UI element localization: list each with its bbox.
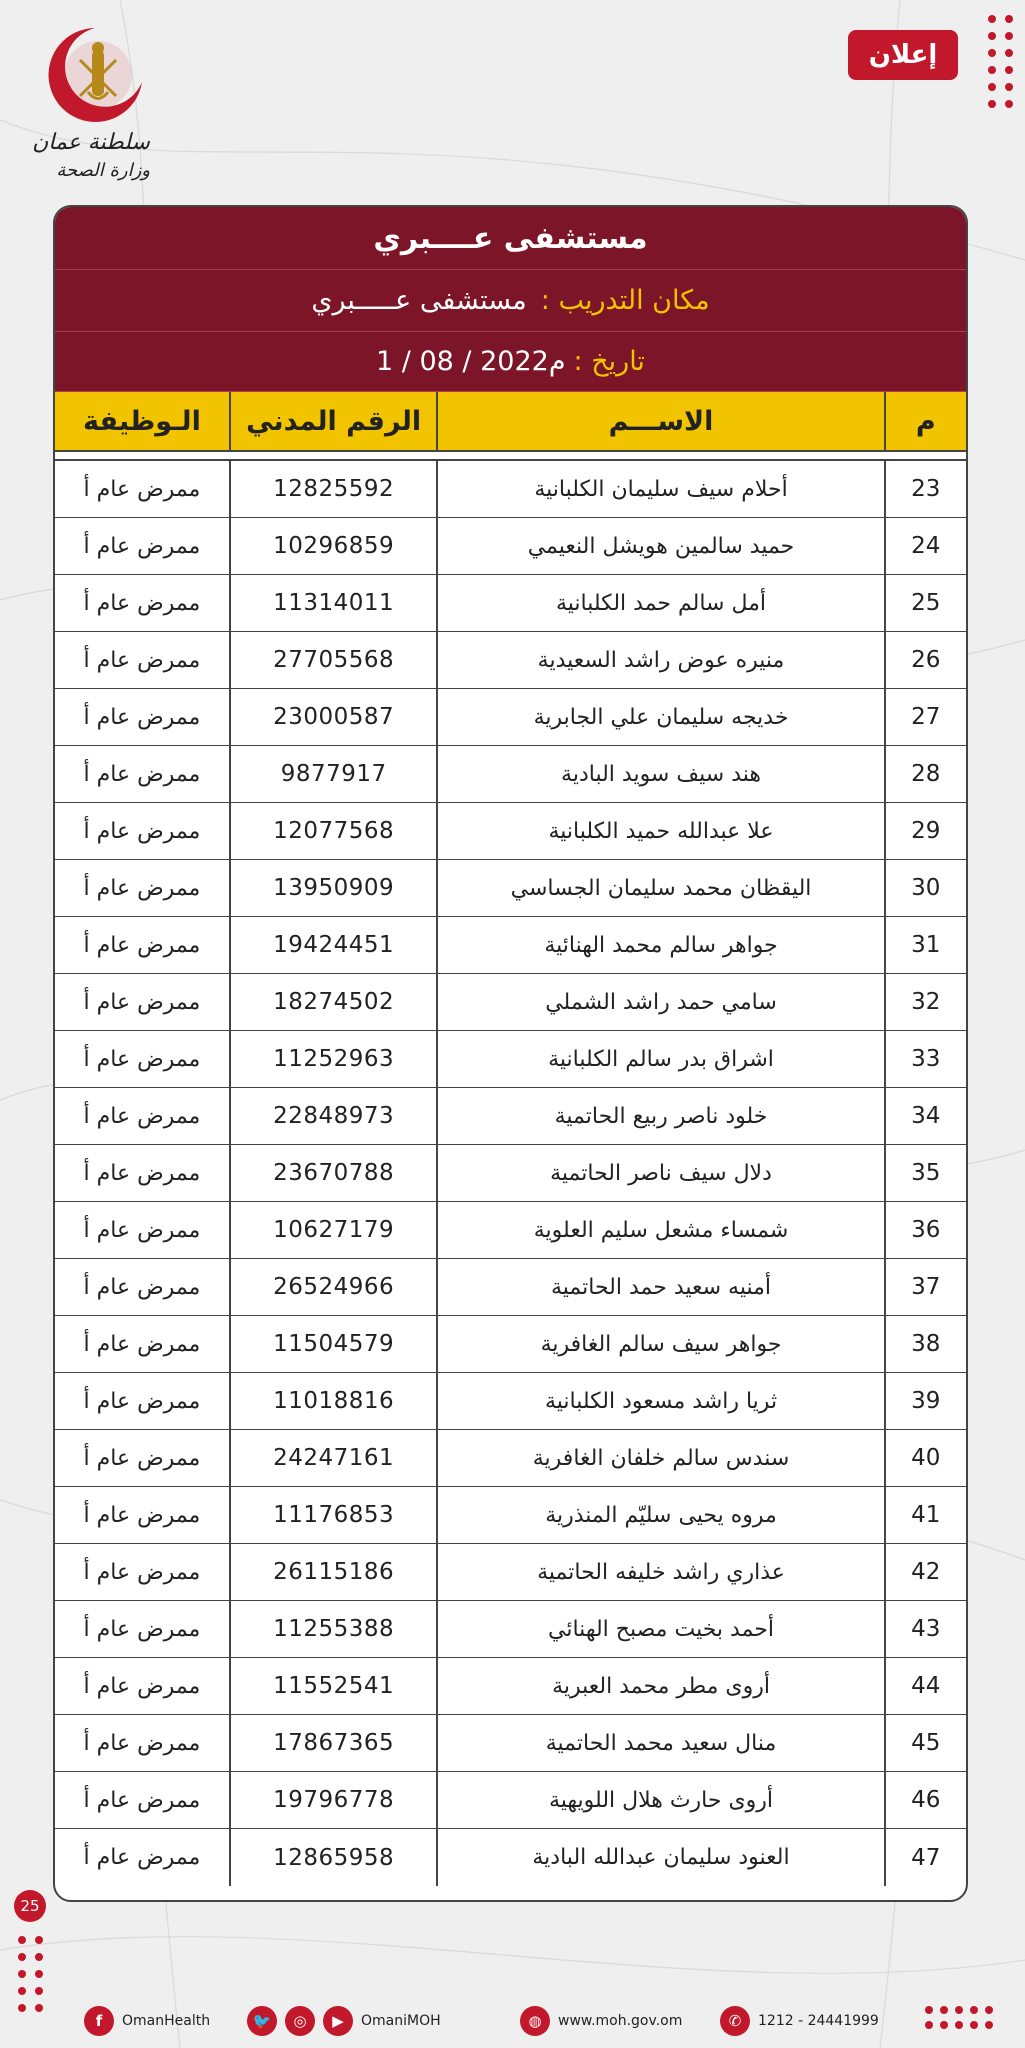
twitter-icon[interactable]: 🐦 [247,2006,277,2036]
table-row [55,689,966,746]
table-row [55,860,966,917]
phone-icon: ✆ [720,2006,750,2036]
row-job: ممرض عام أ [83,1673,201,1699]
table-row [55,1601,966,1658]
table-row [55,1715,966,1772]
column-header-name: الاســـم [436,392,883,450]
row-name: دلال سيف ناصر الحاتمية [436,1145,883,1201]
website-url: www.moh.gov.om [558,2013,683,2029]
row-civil-id: 11018816 [229,1373,437,1429]
table-row [55,632,966,689]
row-number: 40 [884,1430,966,1486]
row-number: 44 [884,1658,966,1714]
row-name: شمساء مشعل سليم العلوية [436,1202,883,1258]
row-name: العنود سليمان عبدالله البادية [436,1829,883,1886]
row-civil-id: 19424451 [229,917,437,973]
facebook-handle: OmanHealth [122,2013,211,2029]
row-job: ممرض عام أ [83,1445,201,1471]
row-name: هند سيف سويد البادية [436,746,883,802]
footer-facebook[interactable] [84,2006,210,2036]
table-row [55,1031,966,1088]
page-number-badge: 25 [14,1890,46,1922]
facebook-icon: f [84,2006,114,2036]
row-number: 45 [884,1715,966,1771]
date-label: تاريخ : [573,346,645,377]
footer-social-group [247,2006,441,2036]
row-number: 30 [884,860,966,916]
decorative-dots-bottom-right [925,2006,993,2029]
row-name: أمل سالم حمد الكلبانية [436,575,883,631]
row-number: 25 [884,575,966,631]
row-job: ممرض عام أ [83,1103,201,1129]
row-job: ممرض عام أ [83,932,201,958]
row-name: سندس سالم خلفان الغافرية [436,1430,883,1486]
row-civil-id: 24247161 [229,1430,437,1486]
row-number: 36 [884,1202,966,1258]
row-name: اليقظان محمد سليمان الجساسي [436,860,883,916]
row-name: خلود ناصر ربيع الحاتمية [436,1088,883,1144]
trainees-table-card [53,205,968,1902]
ministry-logo [20,20,150,180]
row-number: 43 [884,1601,966,1657]
row-job: ممرض عام أ [83,1388,201,1414]
row-job: ممرض عام أ [83,1217,201,1243]
row-job: ممرض عام أ [83,533,201,559]
table-header-row [55,392,966,452]
row-job: ممرض عام أ [83,818,201,844]
row-number: 28 [884,746,966,802]
row-civil-id: 23000587 [229,689,437,745]
row-job: ممرض عام أ [83,989,201,1015]
row-number: 34 [884,1088,966,1144]
row-civil-id: 10296859 [229,518,437,574]
row-name: أحلام سيف سليمان الكلبانية [436,461,883,517]
row-name: خديجه سليمان علي الجابرية [436,689,883,745]
row-name: عذاري راشد خليفه الحاتمية [436,1544,883,1600]
table-row [55,1259,966,1316]
row-job: ممرض عام أ [83,1845,201,1870]
row-job: ممرض عام أ [83,1274,201,1300]
row-name: أروى مطر محمد العبرية [436,1658,883,1714]
column-header-civil-id: الرقم المدني [229,392,437,450]
row-name: جواهر سالم محمد الهنائية [436,917,883,973]
crescent-emblem-icon [40,20,150,130]
table-row [55,803,966,860]
row-civil-id: 12865958 [229,1829,437,1886]
table-row [55,1373,966,1430]
row-name: سامي حمد راشد الشملي [436,974,883,1030]
row-civil-id: 12825592 [229,461,437,517]
row-name: أمنيه سعيد حمد الحاتمية [436,1259,883,1315]
row-number: 31 [884,917,966,973]
row-civil-id: 19796778 [229,1772,437,1828]
row-civil-id: 17867365 [229,1715,437,1771]
row-civil-id: 11252963 [229,1031,437,1087]
social-handle: OmaniMOH [361,2013,441,2029]
row-civil-id: 11314011 [229,575,437,631]
announcement-badge: إعلان [848,30,958,80]
decorative-dots-bottom-left [18,1936,43,2012]
table-row [55,1544,966,1601]
row-job: ممرض عام أ [83,647,201,673]
table-row [55,1088,966,1145]
table-row [55,575,966,632]
youtube-icon[interactable]: ▶ [323,2006,353,2036]
table-row [55,461,966,518]
row-name: اشراق بدر سالم الكلبانية [436,1031,883,1087]
row-civil-id: 10627179 [229,1202,437,1258]
ministry-name-line-2: وزارة الصحة [56,160,150,181]
row-civil-id: 23670788 [229,1145,437,1201]
row-job: ممرض عام أ [83,704,201,730]
row-name: منيره عوض راشد السعيدية [436,632,883,688]
row-name: منال سعيد محمد الحاتمية [436,1715,883,1771]
row-number: 35 [884,1145,966,1201]
table-row [55,917,966,974]
row-job: ممرض عام أ [83,1787,201,1813]
footer-website[interactable] [520,2006,682,2036]
row-civil-id: 26115186 [229,1544,437,1600]
row-job: ممرض عام أ [83,590,201,616]
row-number: 32 [884,974,966,1030]
row-number: 39 [884,1373,966,1429]
training-place-label: مكان التدريب : [540,285,710,316]
row-name: أحمد بخيت مصبح الهنائي [436,1601,883,1657]
row-civil-id: 13950909 [229,860,437,916]
instagram-icon[interactable]: ◎ [285,2006,315,2036]
row-civil-id: 11176853 [229,1487,437,1543]
row-number: 37 [884,1259,966,1315]
table-row [55,1316,966,1373]
footer [0,2006,1025,2042]
row-job: ممرض عام أ [83,1046,201,1072]
globe-icon: ◍ [520,2006,550,2036]
row-name: ثريا راشد مسعود الكلبانية [436,1373,883,1429]
row-job: ممرض عام أ [83,1331,201,1357]
row-name: جواهر سيف سالم الغافرية [436,1316,883,1372]
table-row [55,1430,966,1487]
row-civil-id: 22848973 [229,1088,437,1144]
table-row [55,518,966,575]
row-civil-id: 11504579 [229,1316,437,1372]
row-job: ممرض عام أ [83,1559,201,1585]
table-row [55,974,966,1031]
row-job: ممرض عام أ [83,1730,201,1756]
phone-number: 1212 - 24441999 [758,2013,879,2029]
row-civil-id: 11552541 [229,1658,437,1714]
training-place-row [55,270,966,332]
row-civil-id: 27705568 [229,632,437,688]
row-name: أروى حارث هلال اللويهية [436,1772,883,1828]
row-number: 33 [884,1031,966,1087]
row-name: علا عبدالله حميد الكلبانية [436,803,883,859]
row-number: 27 [884,689,966,745]
row-name: حميد سالمين هويشل النعيمي [436,518,883,574]
date-row [55,332,966,392]
row-number: 47 [884,1829,966,1886]
hospital-title: مستشفى عــــبري [55,207,966,270]
row-civil-id: 18274502 [229,974,437,1030]
row-job: ممرض عام أ [83,1616,201,1642]
table-row [55,1202,966,1259]
footer-phone[interactable] [720,2006,879,2036]
table-row [55,1829,966,1886]
row-number: 42 [884,1544,966,1600]
row-job: ممرض عام أ [83,761,201,787]
row-number: 38 [884,1316,966,1372]
row-civil-id: 11255388 [229,1601,437,1657]
date-value: 1 / 08 / 2022م [376,346,566,377]
row-job: ممرض عام أ [83,476,201,502]
table-row [55,1772,966,1829]
column-header-job: الـوظيفة [83,405,201,437]
table-body [55,459,966,1886]
column-header-number: م [884,392,966,450]
row-civil-id: 12077568 [229,803,437,859]
row-civil-id: 9877917 [229,746,437,802]
ministry-name-line-1: سلطنة عمان [32,130,150,155]
table-row [55,1658,966,1715]
row-job: ممرض عام أ [83,875,201,901]
row-number: 24 [884,518,966,574]
row-number: 29 [884,803,966,859]
table-row [55,1145,966,1202]
row-job: ممرض عام أ [83,1160,201,1186]
decorative-dots-top-right [988,15,1013,108]
row-civil-id: 26524966 [229,1259,437,1315]
row-number: 23 [884,461,966,517]
row-job: ممرض عام أ [83,1502,201,1528]
row-number: 41 [884,1487,966,1543]
training-place-value: مستشفى عـــــبري [311,285,527,316]
table-row [55,746,966,803]
table-row [55,1487,966,1544]
row-number: 46 [884,1772,966,1828]
row-name: مروه يحيى سليّم المنذرية [436,1487,883,1543]
row-number: 26 [884,632,966,688]
